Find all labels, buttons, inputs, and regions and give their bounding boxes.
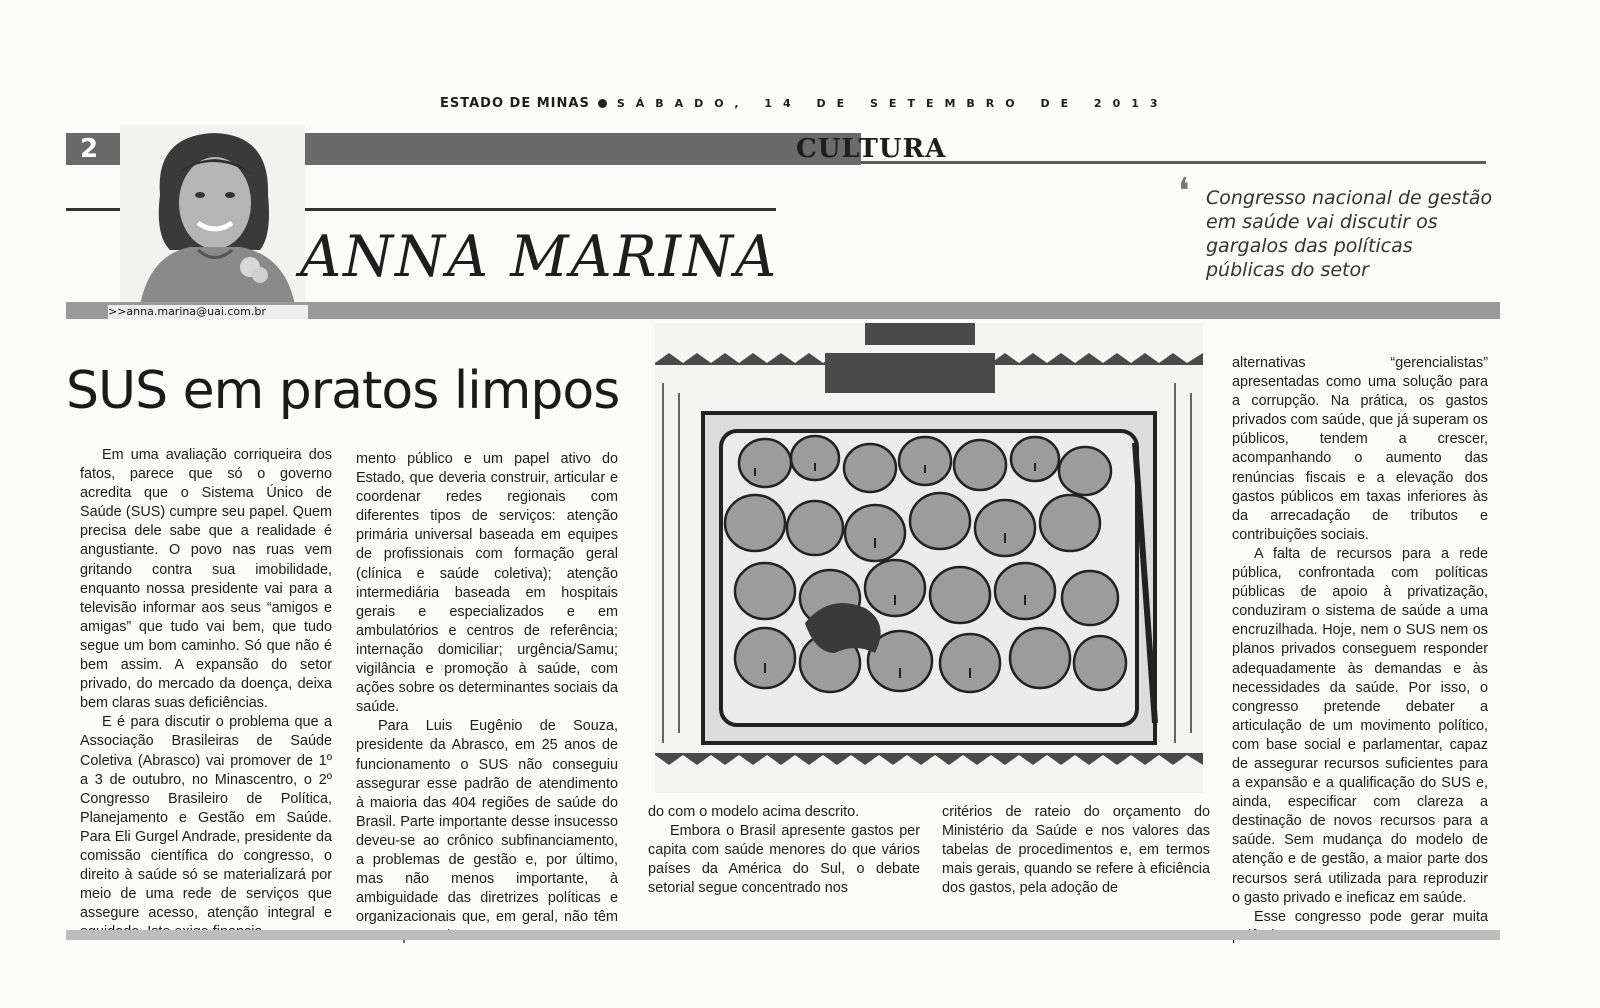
- paragraph: alternativas “gerencialistas” apresentadas como uma solução para a corrupção. Na prática, os gastos privados com saúde, que já superam os públicos, tendem a crescer, acompanhando o aumento das renúncias fiscais e a elevação dos gastos públicos em taxas inferiores às da arrecadação de tributos e contribuições sociais.: [1232, 355, 1488, 543]
- article-column-5: [1232, 354, 1488, 925]
- paragraph: critérios de rateio do orçamento do Ministério da Saúde e nos valores das tabelas de procedimentos e, em termos mais gerais, quando se refere à eficiência dos gastos, pela adoção de: [942, 804, 1210, 897]
- pull-quote-text: Congresso nacional de gestão em saúde vai discutir os gargalos das políticas públicas do setor: [1206, 187, 1493, 281]
- masthead: [440, 96, 1169, 118]
- columnist-photo: [120, 125, 305, 305]
- paragraph: Para Luis Eugênio de Souza, presidente da Abrasco, em 25 anos de funcionamento o SUS não conseguiu assegurar esse padrão de atendimento à maioria das 404 regiões de saúde do Brasil. Parte importante desse insucesso deveu-se ao crônico subfinanciamento, a problemas de gestão e, por último, mas não menos importante, à ambiguidade das diretrizes políticas e organizacionais que, em geral, não têm: [356, 718, 618, 926]
- section-title: CULTURA: [796, 134, 947, 164]
- paragraph: mento público e um papel ativo do Estado, que deveria construir, articular e coordenar redes regionais com diferentes tipos de serviços: atenção primária universal baseada em equipes de profissionais com formação geral (clínica e saúde coletiva); atenção intermediária baseada em hospitais gerais e especializados e em ambulatórios e centros de referência; internação domiciliar; urgência/Samu; vigilância e promoção à saúde, com ações sobre os determinantes sociais da saúde.: [356, 451, 618, 716]
- paragraph: Embora o Brasil apresente gastos per capita com saúde menores do que vários países da América do Sul, o debate setorial segue concentrado nos: [648, 823, 920, 897]
- footer-rule: [66, 930, 1500, 940]
- issue-date: SÁBADO, 14 DE SETEMBRO DE 2013: [616, 97, 1169, 110]
- paragraph: E é para discutir o problema que a Associação Brasileiras de Saúde Coletiva (Abrasco) vai promover de 1º a 3 de outubro, no Minascentro, o 2º Congresso Brasileiro de Política, Planejamento e Gestão em Saúde. Para Eli Gurgel Andrade, presidente da comissão científica do congresso, o direito à saúde só se materializará por meio de uma rede de serviços que assegure acesso, atenção integral e: [80, 714, 332, 922]
- columnist-email: >>anna.marina@uai.com.br: [108, 305, 308, 319]
- article-column-3: [648, 803, 920, 923]
- paragraph: Esse congresso pode gerar muita: [1254, 908, 1488, 925]
- article-column-1: [80, 446, 332, 922]
- headline: SUS em pratos limpos: [66, 361, 620, 421]
- columnist-name: ANNA MARINA: [300, 224, 779, 290]
- article-column-4: [942, 803, 1210, 923]
- paragraph: do com o modelo acima descrito.: [648, 804, 860, 820]
- bullet-icon: [598, 99, 607, 108]
- paragraph: A falta de recursos para a rede pública, confrontada com políticas públicas de apoio à privatização, conduziram o sistema de saúde a uma encruzilhada. Hoje, nem o SUS nem os planos privados conseguem responder adequadamente às demandas e às necessidades da saúde. Por isso, o congresso pretende debater a articulação de um movimento político, com base social e parlamentar, capaz de assegurar recursos suficientes para a expansão e a qualificação do SUS e, ainda, especificar com clareza a destinação de novos recursos para a saúde. Sem mudança do modelo de atenção e de gestão, a maior parte dos recursos será utilizada para reproduzir o gasto privado e ineficaz em saúde.: [1232, 545, 1488, 906]
- newspaper-name: ESTADO DE MINAS: [440, 96, 590, 111]
- paragraph: Em uma avaliação corriqueira dos fatos, parece que só o governo acredita que o Sistema Único de Saúde (SUS) cumpre seu papel. Quem precisa dele sabe que a realidade é angustiante. O povo nas ruas vem gritando contra sua imobilidade, enquanto nossa presidente vai para a televisão informar aos seus “amigos e amigas” que tudo vai bem, que tudo segue um bom caminho. Só que não é bem assim. A expansão do setor privado, do mercado da doença, deixa bem claras suas deficiências.: [80, 447, 332, 712]
- page-number: 2: [80, 134, 99, 164]
- article-column-2: [356, 450, 618, 926]
- quote-mark-icon: ❛: [1178, 171, 1190, 212]
- illustration-pan-of-heads: [655, 323, 1203, 793]
- section-band-line: [861, 161, 1486, 164]
- pull-quote: [1178, 171, 1512, 296]
